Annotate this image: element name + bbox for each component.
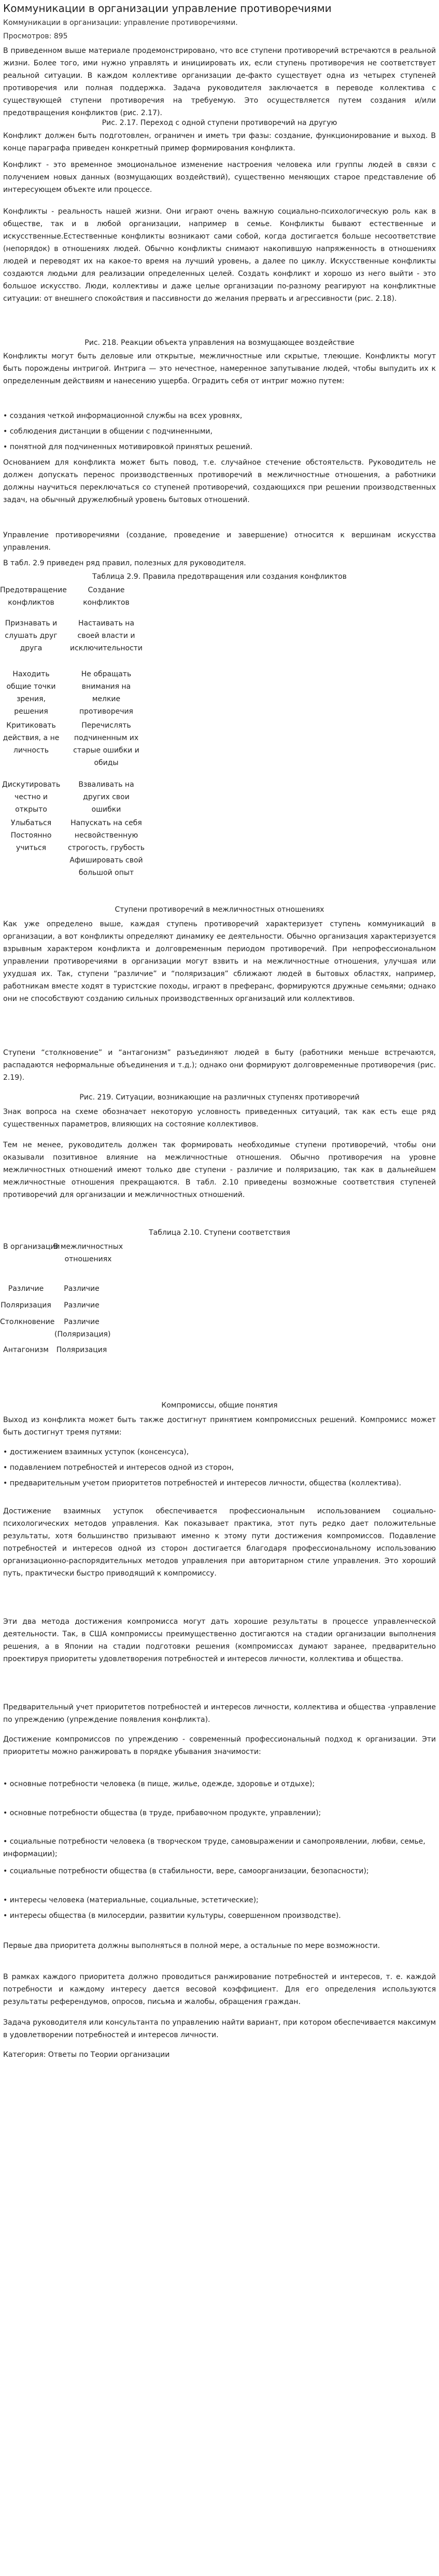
figure-caption: Рис. 2.17. Переход с одной ступени противоречий на другую — [102, 119, 337, 127]
table-cell: Дискутировать честно и открыто — [2, 781, 61, 814]
table-caption: Таблица 2.10. Ступени соответствия — [149, 1229, 290, 1237]
paragraph: Знак вопроса на схеме обозначает некоторую условность приведенных ситуаций, так как есть еще ряд существенных параметров, влияющих на состояние коллективов. — [3, 1108, 436, 1129]
paragraph: Достижение взаимных уступок обеспечивается профессиональным использованием социально-психологических методов управления. Как показывает практика, этот путь редко дает положительные результаты, хотя большинство призывают именно к этому пути достижения компромиссов. Подавление потребностей и интересов одной из сторон достигается благодаря профессиональному использованию организационно-распорядительных методов управления при авторитарном стиле управления. Это хороший путь, практически быстро приводящий к компромиссу. — [3, 1507, 436, 1578]
paragraph: Эти два метода достижения компромисса могут дать хорошие результаты в процессе управленческой деятельности. Так, в США компромиссы преимущественно достигаются на стадии организации выполнения решения, а в Японии на стадии подготовки решения (компромиссах думают заранее, предварительно проектируя приоритеты удовлетворения потребностей и интересов личности, коллектива и общества. — [3, 1618, 436, 1663]
table-header: В межличностных отношениях — [53, 1243, 123, 1263]
section-caption: Ступени противоречий в межличностных отношениях — [115, 906, 324, 914]
table-cell: Поляризация — [1, 1301, 51, 1310]
section-caption: Компромиссы, общие понятия — [161, 1401, 278, 1410]
list-item: • интересы общества (в милосердии, развитии культуры, совершенном производстве). — [3, 1912, 341, 1920]
list-item: • интересы человека (материальные, социальные, эстетические); — [3, 1896, 259, 1904]
paragraph: Ступени “столкновение” и “антагонизм” разъединяют людей в быту (работники меньше встречаются, распадаются неформальные объединения и т.д.); однако они формируют долговременные противоречия (рис. 2.19). — [3, 1049, 436, 1082]
paragraph: В табл. 2.9 приведен ряд правил, полезных для руководителя. — [3, 559, 246, 567]
table-cell: Улыбаться Постоянно учиться — [10, 819, 52, 852]
paragraph: Конфликт - это временное эмоциональное изменение настроения человека или группы людей в связи с получением новых данных (возмущающих воздействий), существенно меняющих старое представление об интересующем объекте или процессе. — [3, 161, 436, 194]
list-item: • предварительным учетом приоритетов потребностей и интересов личности, общества (коллектива). — [3, 1479, 402, 1487]
paragraph: Достижение компромиссов по упреждению - современный профессиональный подход к организации. Эти приоритеты можно ранжировать в порядке убывания значимости: — [3, 1735, 436, 1756]
table-cell: Взваливать на других свои ошибки — [78, 781, 134, 814]
paragraph: Тем не менее, руководитель должен так формировать необходимые ступени противоречий, чтобы они оказывали позитивное влияние на межличностные отношения. Обычно противоречия на уровне межличностных отношений имеют только две ступени - различие и поляризацию, так как в дальнейшем межличностные отношения прекращаются. В табл. 2.10 приведены возможные соответствия ступеней противоречий для организации и межличностных отношений. — [3, 1141, 436, 1199]
table-header: Создание конфликтов — [83, 586, 130, 607]
table-cell: Различие (Поляризация) — [54, 1318, 111, 1339]
category-link[interactable]: Категория: Ответы по Теории организации — [3, 2051, 170, 2059]
table-cell: Критиковать действия, а не личность — [3, 721, 60, 755]
paragraph: Предварительный учет приоритетов потребностей и интересов личности, коллектива и общества -управление по упреждению (упреждение появления конфликта). — [3, 1703, 436, 1724]
table-caption: Таблица 2.9. Правила предотвращения или создания конфликтов — [92, 573, 347, 581]
list-item: • подавлением потребностей и интересов одной из сторон, — [3, 1464, 234, 1472]
paragraph: Основанием для конфликта может быть повод, т.е. случайное стечение обстоятельств. Руководитель не должен допускать перенос производственных противоречий в межличностные отношения, а работники должны научиться переключаться со ступеней противоречий, создающихся при решении производственных задач, на обычный дружелюбный уровень бытовых отношений. — [3, 458, 436, 504]
list-item: • соблюдения дистанции в общении с подчиненными, — [3, 427, 213, 436]
table-cell: Различие — [8, 1285, 44, 1293]
table-cell: Настаивать на своей власти и исключительности — [70, 619, 143, 652]
list-item: • создания четкой информационной службы на всех уровнях, — [3, 412, 243, 420]
table-cell: Перечислять подчиненным их старые ошибки и обиды — [73, 721, 139, 767]
table-cell: Антагонизм — [3, 1346, 49, 1354]
paragraph: Задача руководителя или консультанта по управлению найти вариант, при котором обеспечивается максимум в удовлетворении потребностей и интересов личности. — [3, 2018, 436, 2039]
table-cell: Различие — [64, 1285, 100, 1293]
list-item: • понятной для подчиненных мотивировкой принятых решений. — [3, 443, 252, 451]
table-cell: Столкновение — [0, 1318, 55, 1326]
figure-caption: Рис. 218. Реакции объекта управления на возмущающее воздействие — [84, 339, 355, 347]
paragraph: В приведенном выше материале продемонстрировано, что все ступени противоречий встречаются в реальной жизни. Более того, ими нужно управлять и инициировать их, если ступень противоречия не соответствует реальной ситуации. В каждом коллективе организации де-факто существует одна из четырех ступеней противоречия или полная поддержка. Задача руководителя заключается в переводе коллектива с существующей ступени противоречия на требуемую. Это осуществляется путем создания и/или предотвращения конфликтов (рис. 2.17). — [3, 47, 436, 117]
table-cell: Различие — [64, 1301, 100, 1310]
list-item: • достижением взаимных уступок (консенсуса), — [3, 1448, 189, 1456]
paragraph: Выход из конфликта может быть также достигнут принятием компромиссных решений. Компромисс может быть достигнут тремя путями: — [3, 1416, 436, 1437]
page-title: Коммуникации в организации управление противоречиями — [3, 2, 332, 15]
list-item: • социальные потребности общества (в стабильности, вере, самоорганизации, безопасности); — [3, 1867, 369, 1875]
paragraph: В рамках каждого приоритета должно проводиться ранжирование потребностей и интересов, т. е. каждой потребности и каждому интересу дается весовой коэффициент. Для его определения используются результаты референдумов, опросов, письма и жалобы, обращения граждан. — [3, 1973, 436, 2006]
table-header: Предотвращение конфликтов — [0, 586, 67, 607]
paragraph: Конфликт должен быть подготовлен, ограничен и иметь три фазы: создание, функционирование и выход. В конце параграфа приведен конкретный пример формирования конфликта. — [3, 132, 436, 152]
table-cell: Напускать на себя несвойственную строгость, грубость Афишировать свой большой опыт — [67, 819, 145, 877]
paragraph: Конфликты - реальность нашей жизни. Они играют очень важную социально-психологическую роль как в обществе, так и в любой организации, например в семье. Конфликты бывают естественные и искусственные.Естественные конфликты возникают сами собой, когда достигается больше несоответствие (непорядок) в отношениях людей. Обычно конфликты снимают накопившую напряженность в отношениях людей и переводят их на какое-то время на лучший уровень, а далее по циклу. Искусственные конфликты создаются людьми для реализации определенных целей. Создать конфликт и хорошо из него выйти - это большое искусство. Люди, коллективы и даже целые организации по-разному реагируют на конфликтные ситуации: от внешнего спокойствия и пассивности до желания прервать и агрессивности (рис. 2.18). — [3, 207, 436, 303]
table-cell: Не обращать внимания на мелкие противоречия — [79, 670, 133, 716]
view-count: Просмотров: 895 — [3, 32, 68, 40]
table-cell: Поляризация — [56, 1346, 107, 1354]
figure-caption: Рис. 219. Ситуации, возникающие на различных ступенях противоречий — [79, 1093, 360, 1102]
list-item: • основные потребности человека (в пище, жилье, одежде, здоровье и отдыхе); — [3, 1780, 315, 1788]
table-header: В организации — [3, 1243, 60, 1251]
list-item: • основные потребности общества (в труде, прибавочном продукте, управлении); — [3, 1809, 321, 1817]
table-cell: Признавать и слушать друг друга — [5, 619, 58, 652]
page-subtitle: Коммуникации в организации: управление противоречиями. — [3, 19, 238, 27]
list-item: • социальные потребности человека (в творческом труде, самовыражении и самопроявлении, любви, семье, информации); — [3, 1837, 426, 1858]
paragraph: Первые два приоритета должны выполняться в полной мере, а остальные по мере возможности. — [3, 1942, 380, 1950]
table-cell: Находить общие точки зрения, решения — [6, 670, 56, 716]
paragraph: Управление противоречиями (создание, проведение и завершение) относится к вершинам искусства управления. — [3, 531, 436, 552]
paragraph: Как уже определено выше, каждая ступень противоречий характеризует ступень коммуникаций в организации, а вот конфликты определяют динамику ее деятельности. Обычно организация характеризуется взрывным характером конфликта и долговременным периодом противоречий. При непрофессиональном управлении противоречиями в организации могут взвить и на межличностные отношения, улучшая или ухудшая их. Так, ступени “различие” и “поляризация” сближают людей в бытовых областях, например, работникам вместе ходят в туристские походы, играют в преферанс, формируются дружные семьями; однако они не способствуют созданию сильных производственных организаций или коллективов. — [3, 920, 436, 1003]
paragraph: Конфликты могут быть деловые или открытые, межличностные или скрытые, тлеющие. Конфликты могут быть порождены интригой. Интрига — это нечестное, намеренное запутывание людей, чтобы выпудить их к определенным действиям и нанесению ущерба. Оградить себя от интриг можно путем: — [3, 352, 436, 385]
